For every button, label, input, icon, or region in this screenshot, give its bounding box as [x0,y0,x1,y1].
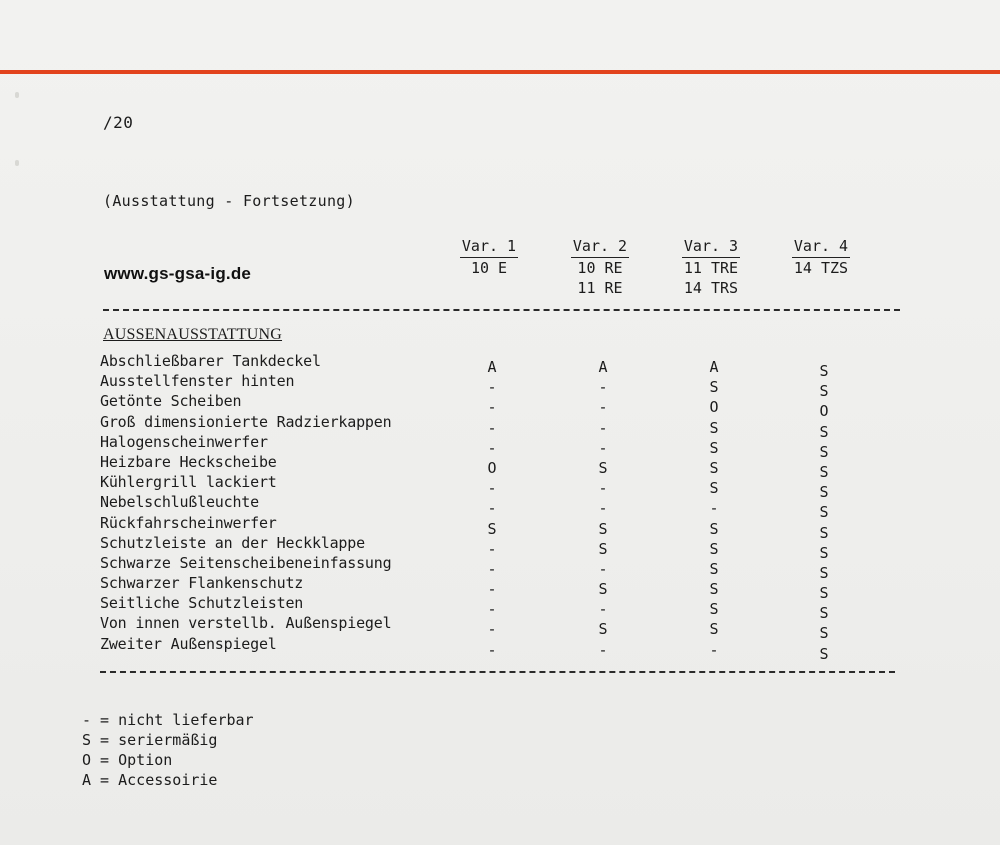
row-label: Schutzleiste an der Heckklappe [100,533,365,552]
cell-var-4: S [819,462,829,481]
red-header-rule [0,70,1000,74]
punch-mark [15,92,19,98]
cell-var-2: S [598,519,608,538]
cell-var-4: S [819,422,829,441]
cell-var-3: S [709,620,719,639]
cell-var-3: S [709,418,719,437]
row-label: Ausstellfenster hinten [100,372,295,391]
row-label: Rückfahrscheinwerfer [100,513,277,532]
group-title: AUSSENAUSSTATTUNG [103,326,283,343]
cell-var-3: S [709,458,719,477]
page-number: /20 [103,113,134,132]
variant-label: Var. 2 [571,236,629,258]
row-label: Seitliche Schutzleisten [100,594,304,613]
cell-var-1: - [487,378,497,397]
cell-var-1: A [487,358,497,376]
cell-var-4: S [819,543,829,562]
cell-var-3: S [709,438,719,457]
model-label: 11 RE [577,279,623,297]
cell-var-2: - [598,438,608,457]
cell-var-2: - [598,640,608,659]
cell-var-2: S [598,539,608,558]
cell-var-3: S [709,479,719,498]
legend [82,710,254,790]
column-header-var-3 [666,236,756,298]
cell-var-3: - [709,499,719,518]
cell-var-1: - [487,640,497,659]
cell-var-2: A [598,358,608,376]
punch-mark [15,160,19,166]
cell-var-4: O [819,402,829,421]
row-label: Zweiter Außenspiegel [100,634,277,653]
table-row [0,553,1000,582]
cell-var-2: - [598,559,608,578]
table-row [0,472,1000,502]
cell-var-4: S [819,382,829,401]
model-label: 14 TZS [793,259,849,277]
row-label: Groß dimensionierte Radzierkappen [100,412,392,431]
legend-item: O = Option [82,751,173,769]
table-row [0,492,1000,522]
cell-var-3: S [709,559,719,578]
cell-var-4: S [819,563,829,582]
cell-var-1: - [487,559,497,578]
cell-var-3: O [709,398,719,417]
table-row [0,634,1000,663]
cell-var-2: - [598,378,608,397]
column-header-var-2 [555,236,645,298]
table-row [0,351,1000,380]
model-label: 11 TRE [683,259,739,277]
dashed-divider-bottom [100,671,895,673]
cell-var-3: S [709,378,719,397]
cell-var-2: - [598,418,608,437]
cell-var-2: S [598,580,608,599]
variant-label: Var. 3 [682,236,740,258]
cell-var-4: S [819,604,829,623]
model-label: 10 RE [577,259,623,277]
row-label: Getönte Scheiben [100,392,242,411]
table-row [0,573,1000,603]
cell-var-2: S [598,458,608,477]
variant-label: Var. 1 [460,236,518,258]
cell-var-1: - [487,479,497,498]
legend-item: A = Accessoirie [82,771,218,789]
section-heading: (Ausstattung - Fortsetzung) [103,192,355,210]
model-label: 10 E [470,259,508,277]
cell-var-3: S [709,519,719,538]
cell-var-2: S [598,620,608,639]
legend-item: S = seriermäßig [82,731,218,749]
watermark-url: www.gs-gsa-ig.de [104,264,252,283]
table-row [0,533,1000,562]
table-row [0,412,1000,441]
cell-var-4: S [819,503,829,522]
row-label: Halogenscheinwerfer [100,432,268,451]
cell-var-4: S [819,362,829,380]
cell-var-2: - [598,398,608,417]
cell-var-2: - [598,600,608,619]
cell-var-1: S [487,519,497,538]
cell-var-1: - [487,418,497,437]
row-label: Kühlergrill lackiert [100,473,277,492]
cell-var-3: A [709,358,719,376]
cell-var-1: - [487,539,497,558]
cell-var-4: S [819,442,829,461]
model-label: 14 TRS [683,279,739,297]
row-label: Abschließbarer Tankdeckel [100,352,321,370]
cell-var-1: - [487,398,497,417]
variant-label: Var. 4 [792,236,850,258]
dashed-divider-top [103,309,900,311]
cell-var-3: - [709,640,719,659]
cell-var-1: - [487,600,497,619]
table-row [0,513,1000,542]
cell-var-3: S [709,600,719,619]
cell-var-4: S [819,523,829,542]
row-label: Schwarzer Flankenschutz [100,574,304,593]
cell-var-3: S [709,580,719,599]
cell-var-1: - [487,499,497,518]
cell-var-1: O [487,458,497,477]
row-label: Heizbare Heckscheibe [100,452,277,471]
row-label: Schwarze Seitenscheibeneinfassung [100,553,392,572]
table-row [0,391,1000,421]
cell-var-3: S [709,539,719,558]
row-label: Von innen verstellb. Außenspiegel [100,614,392,633]
cell-var-1: - [487,620,497,639]
equipment-table [0,351,1000,663]
cell-var-4: S [819,644,829,663]
row-label: Nebelschlußleuchte [100,493,259,512]
cell-var-1: - [487,438,497,457]
column-header-var-1 [444,236,534,278]
table-row [0,371,1000,401]
column-header-var-4 [776,236,866,278]
table-row [0,432,1000,461]
cell-var-4: S [819,624,829,643]
legend-item: - = nicht lieferbar [82,711,254,729]
cell-var-1: - [487,580,497,599]
table-row [0,593,1000,623]
cell-var-2: - [598,499,608,518]
table-row [0,452,1000,481]
cell-var-2: - [598,479,608,498]
cell-var-4: S [819,584,829,603]
table-row [0,613,1000,643]
cell-var-4: S [819,483,829,502]
